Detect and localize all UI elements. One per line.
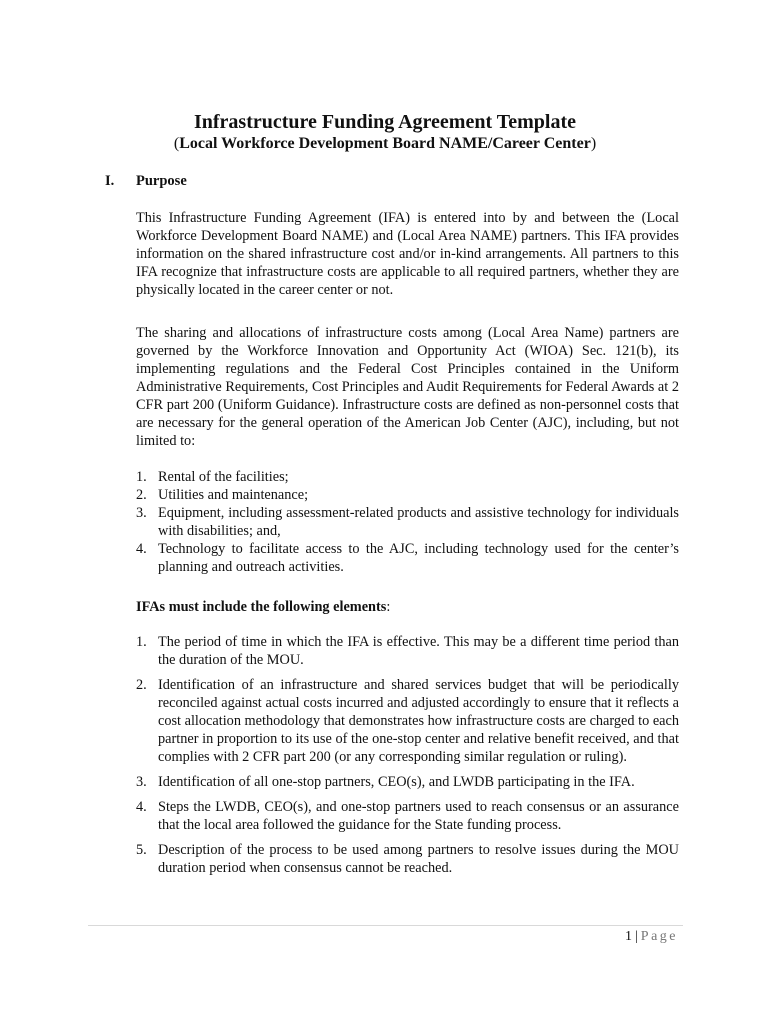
list-item bbox=[136, 486, 679, 504]
purpose-paragraph-1: This Infrastructure Funding Agreement (IFA) is entered into by and between the (Local Workforce Development Board NAME) and (Local Area NAME) partners. This IFA provides information on the shared infrastructure cost and/or in-kind arrangements. All partners to this IFA recognize that infrastructure costs are applicable to all required partners, whether they are physically located in the career center or not. bbox=[136, 210, 679, 298]
elements-heading-colon: : bbox=[386, 599, 391, 615]
footer-divider bbox=[88, 925, 683, 926]
list-item-text: The period of time in which the IFA is effective. This may be a different time period than the duration of the MOU. bbox=[158, 634, 679, 668]
list-item-number: 3. bbox=[136, 505, 147, 521]
list-item bbox=[136, 504, 679, 540]
list-item-text: Equipment, including assessment-related products and assistive technology for individuals with disabilities; and, bbox=[158, 505, 679, 539]
document-title: Infrastructure Funding Agreement Template bbox=[193, 111, 577, 133]
list-item bbox=[136, 841, 679, 877]
subtitle-open-paren: ( bbox=[173, 135, 180, 152]
list-item bbox=[136, 676, 679, 766]
list-item bbox=[136, 540, 679, 576]
list-item bbox=[136, 633, 679, 669]
list-item-number: 4. bbox=[136, 799, 147, 815]
footer-separator: | bbox=[634, 929, 638, 944]
document-subtitle bbox=[0, 134, 770, 154]
list-item-number: 1. bbox=[136, 634, 147, 650]
section-number: I. bbox=[105, 173, 115, 189]
list-item bbox=[136, 468, 679, 486]
list-item-text: Utilities and maintenance; bbox=[158, 487, 309, 503]
list-item-number: 1. bbox=[136, 469, 147, 485]
list-item-text: Description of the process to be used among partners to resolve issues during the MOU duration period when consensus cannot be reached. bbox=[158, 842, 679, 876]
subtitle-text: Local Workforce Development Board NAME/Career Center bbox=[179, 135, 591, 152]
list-item-text: Technology to facilitate access to the AJC, including technology used for the center’s planning and outreach activities. bbox=[158, 541, 679, 575]
list-item bbox=[136, 773, 679, 791]
page-number: 1 bbox=[624, 929, 632, 944]
purpose-paragraph-2: The sharing and allocations of infrastructure costs among (Local Area Name) partners are governed by the Workforce Innovation and Opportunity Act (WIOA) Sec. 121(b), its implementing regulations and the Federal Cost Principles contained in the Uniform Administrative Requirements, Cost Principles and Audit Requirements for Federal Awards at 2 CFR part 200 (Uniform Guidance). Infrastructure costs are defined as non-personnel costs that are necessary for the general operation of the American Job Center (AJC), including, but not limited to: bbox=[136, 325, 679, 449]
list-item-number: 3. bbox=[136, 774, 147, 790]
page-label: Page bbox=[640, 929, 678, 944]
list-item-number: 2. bbox=[136, 677, 147, 693]
list-item-text: Identification of all one-stop partners, CEO(s), and LWDB participating in the IFA. bbox=[158, 774, 635, 790]
section-heading bbox=[105, 172, 187, 190]
list-item-text: Steps the LWDB, CEO(s), and one-stop partners used to reach consensus or an assurance that the local area followed the guidance for the State funding process. bbox=[158, 799, 679, 833]
list-item-number: 4. bbox=[136, 541, 147, 557]
infrastructure-cost-list bbox=[136, 468, 679, 576]
page-footer bbox=[625, 928, 678, 946]
list-item-number: 5. bbox=[136, 842, 147, 858]
section-title: Purpose bbox=[136, 173, 187, 189]
list-item bbox=[136, 798, 679, 834]
required-elements-list bbox=[136, 633, 679, 884]
list-item-number: 2. bbox=[136, 487, 147, 503]
subtitle-close-paren: ) bbox=[590, 135, 597, 152]
list-item-text: Rental of the facilities; bbox=[158, 469, 289, 485]
elements-heading bbox=[136, 598, 390, 616]
elements-heading-text: IFAs must include the following elements bbox=[136, 599, 387, 615]
list-item-text: Identification of an infrastructure and shared services budget that will be periodically reconciled against actual costs incurred and adjusted accordingly to ensure that it reflects a cost allocation methodology that demonstrates how infrastructure costs are charged to each partner in proportion to its use of the one-stop center and relative benefit received, and that complies with 2 CFR part 200 (or any corresponding similar regulation or ruling). bbox=[158, 677, 680, 765]
